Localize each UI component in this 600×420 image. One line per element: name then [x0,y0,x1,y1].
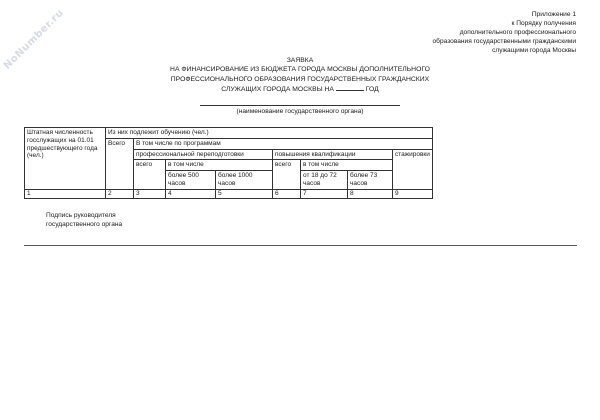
organization-name-line [200,105,400,106]
organization-name-caption: (наименование государственного органа) [236,108,364,115]
appendix-line: служащими города Москвы [492,47,576,55]
signature-block [46,211,122,229]
by-programs-header: В том числе по программам [134,138,433,149]
column-number: 5 [216,189,273,198]
column-number: 2 [106,189,134,198]
document-title [140,56,460,95]
staff-count-header: Штатная численность госслужащих на 01.01 предшествующего года (чел.) [25,128,106,190]
appendix-line: образования государственными гражданскими [432,38,576,46]
appendix-line: к Порядку получения [511,20,576,28]
to-be-trained-header: Из них подлежит обучению (чел.) [106,128,433,139]
column-number-row [25,189,433,198]
column-number: 7 [301,189,348,198]
column-number: 6 [273,189,301,198]
table-header-row [25,128,433,139]
title-line: ПРОФЕССИОНАЛЬНОГО ОБРАЗОВАНИЯ ГОСУДАРСТВЕННЫХ ГРАЖДАНСКИХ [170,75,430,83]
over-1000-hours-header: более 1000 часов [216,171,273,190]
over-500-hours-header: более 500 часов [166,171,216,190]
total-header: Всего [106,138,134,189]
title-line: НА ФИНАНСИРОВАНИЕ ИЗ БЮДЖЕТА ГОРОДА МОСКВЫ ДОПОЛНИТЕЛЬНОГО [170,66,430,74]
from-18-to-72-hours-header: от 18 до 72 часов [301,171,348,190]
column-number: 1 [25,189,106,198]
title-year-prefix: СЛУЖАЩИХ ГОРОДА МОСКВЫ НА [221,86,334,94]
year-blank-field [336,84,364,91]
title-line [140,84,460,94]
appendix-line: Приложение 1 [531,11,576,18]
qualification-total-header: всего [273,160,301,189]
retraining-header: профессиональной переподготовки [134,149,273,160]
column-number: 3 [134,189,166,198]
column-number: 8 [348,189,393,198]
qualification-header: повышения квалификации [273,149,393,160]
page-divider [24,245,577,246]
retraining-including-header: в том числе [166,160,273,171]
appendix-reference [356,10,576,55]
signature-line: государственного органа [46,221,123,228]
signature-line: Подпись руководителя [46,212,116,219]
over-73-hours-header: более 73 часов [348,171,393,190]
column-number: 4 [166,189,216,198]
title-line: ЗАЯВКА [286,57,314,64]
appendix-line: дополнительного профессионального [459,29,576,37]
retraining-total-header: всего [134,160,166,189]
column-number: 9 [393,189,433,198]
qualification-including-header: в том числе [301,160,393,171]
watermark: NoNumber.ru [1,7,67,72]
request-table [24,127,433,199]
title-year-suffix: ГОД [365,86,379,94]
internships-header: стажировки [393,149,433,189]
